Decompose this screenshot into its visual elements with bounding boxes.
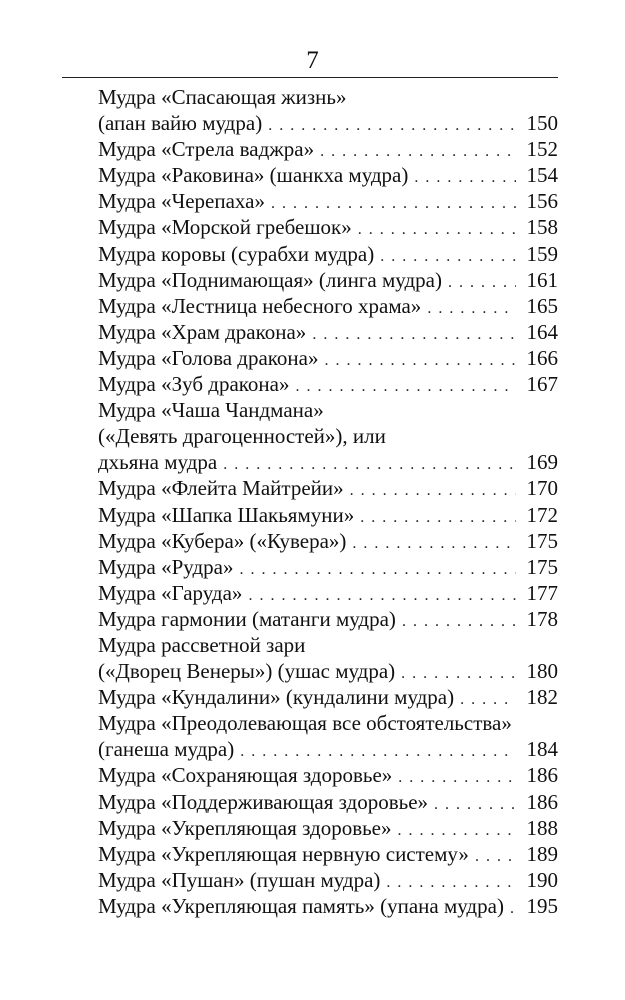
toc-entry-title: Мудра «Храм дракона» bbox=[98, 319, 307, 344]
toc-page-number: 175 bbox=[526, 528, 558, 553]
toc-entry bbox=[98, 162, 558, 188]
toc-entry-line bbox=[98, 710, 558, 736]
toc-entry bbox=[98, 267, 558, 293]
toc-entry bbox=[98, 867, 558, 893]
toc-page-number: 158 bbox=[526, 215, 558, 240]
page-number: 7 bbox=[306, 47, 319, 74]
toc-entry bbox=[98, 241, 558, 267]
toc-entry bbox=[98, 684, 558, 710]
toc-entry bbox=[98, 893, 558, 919]
toc-entry-title: Мудра «Черепаха» bbox=[98, 189, 265, 214]
toc-entry-title: Мудра «Зуб дракона» bbox=[98, 372, 290, 397]
toc-entry-title: Мудра «Флейта Майтрейи» bbox=[98, 476, 344, 501]
toc-entry-line bbox=[98, 528, 558, 554]
toc-entry-line bbox=[98, 841, 558, 867]
toc-entry-title: («Дворец Венеры») (ушас мудра) bbox=[98, 659, 396, 684]
toc-entry bbox=[98, 762, 558, 788]
toc-entry-title: Мудра «Пушан» (пушан мудра) bbox=[98, 867, 381, 892]
toc-entry-line bbox=[98, 423, 558, 449]
toc-page-number: 167 bbox=[526, 372, 558, 397]
toc-entry bbox=[98, 554, 558, 580]
toc-page-number: 184 bbox=[526, 737, 558, 762]
toc-entry-line bbox=[98, 241, 558, 267]
toc-entry-text: Мудра «Спасающая жизнь» bbox=[98, 85, 347, 109]
toc-entry-title: Мудра «Гаруда» bbox=[98, 580, 243, 605]
dot-leader bbox=[510, 896, 516, 922]
toc-entry-line bbox=[98, 789, 558, 815]
toc-entry-line bbox=[98, 658, 558, 684]
toc-entry bbox=[98, 371, 558, 397]
toc-entry bbox=[98, 293, 558, 319]
toc-entry-line bbox=[98, 214, 558, 240]
toc-page-number: 152 bbox=[526, 137, 558, 162]
toc-entry-line bbox=[98, 319, 558, 345]
toc-entry-text: Мудра рассветной зари bbox=[98, 632, 306, 657]
toc-entry-title: Мудра «Морской гребешок» bbox=[98, 215, 352, 240]
toc-page-number: 156 bbox=[526, 189, 558, 214]
toc-page-number: 159 bbox=[526, 241, 558, 266]
toc-entry bbox=[98, 632, 558, 684]
toc-page-number: 186 bbox=[526, 763, 558, 788]
toc-page-number: 150 bbox=[526, 111, 558, 136]
toc-entry-line bbox=[98, 684, 558, 710]
toc-entry bbox=[98, 710, 558, 762]
toc-page-number: 189 bbox=[526, 841, 558, 866]
toc-entry-title: дхьяна мудра bbox=[98, 450, 218, 475]
toc-entry bbox=[98, 136, 558, 162]
toc-page-number: 165 bbox=[526, 293, 558, 318]
dot-leader bbox=[312, 322, 516, 348]
toc-entry-line bbox=[98, 815, 558, 841]
toc-entry-line bbox=[98, 554, 558, 580]
dot-leader bbox=[475, 844, 516, 870]
toc-entry-line bbox=[98, 502, 558, 528]
toc-page-number: 154 bbox=[526, 163, 558, 188]
toc-entry-text: Мудра «Преодолевающая все обстоятельства» bbox=[98, 711, 512, 736]
toc-entry-title: Мудра «Рудра» bbox=[98, 554, 234, 579]
toc-entry bbox=[98, 84, 558, 136]
toc-entry-title: Мудра «Сохраняющая здоровье» bbox=[98, 763, 393, 788]
toc-entry-line bbox=[98, 867, 558, 893]
toc-entry-line bbox=[98, 632, 558, 658]
dot-leader bbox=[350, 478, 516, 504]
toc-entry-title: Мудра «Голова дракона» bbox=[98, 345, 319, 370]
dot-leader bbox=[414, 165, 516, 191]
toc-entry-line bbox=[98, 84, 558, 110]
toc-page-number: 190 bbox=[526, 867, 558, 892]
table-of-contents bbox=[98, 84, 558, 919]
toc-page-number: 195 bbox=[526, 893, 558, 918]
toc-entry-line bbox=[98, 293, 558, 319]
toc-entry-text: Мудра «Чаша Чандмана» bbox=[98, 398, 324, 423]
toc-page-number: 172 bbox=[526, 502, 558, 527]
toc-entry-line bbox=[98, 136, 558, 162]
toc-entry-title: Мудра «Раковина» (шанкха мудра) bbox=[98, 163, 409, 188]
dot-leader bbox=[360, 505, 516, 531]
toc-entry bbox=[98, 319, 558, 345]
toc-entry bbox=[98, 580, 558, 606]
toc-entry-line bbox=[98, 267, 558, 293]
dot-leader bbox=[434, 792, 516, 818]
toc-entry-title: (апан вайю мудра) bbox=[98, 111, 263, 136]
toc-entry bbox=[98, 188, 558, 214]
toc-page-number: 175 bbox=[526, 554, 558, 579]
toc-entry-title: Мудра «Кубера» («Кувера») bbox=[98, 528, 347, 553]
toc-entry-line bbox=[98, 162, 558, 188]
dot-leader bbox=[427, 296, 516, 322]
toc-page-number: 186 bbox=[526, 789, 558, 814]
toc-entry-title: Мудра «Шапка Шакьямуни» bbox=[98, 502, 355, 527]
toc-page-number: 164 bbox=[526, 319, 558, 344]
toc-entry-title: Мудра «Укрепляющая нервную систему» bbox=[98, 841, 469, 866]
toc-entry-text: («Девять драгоценностей»), или bbox=[98, 424, 386, 449]
toc-entry-line bbox=[98, 762, 558, 788]
toc-page-number: 182 bbox=[526, 685, 558, 710]
toc-entry-line bbox=[98, 893, 558, 919]
toc-entry bbox=[98, 789, 558, 815]
toc-entry-line bbox=[98, 606, 558, 632]
toc-entry-line bbox=[98, 736, 558, 762]
toc-entry-title: Мудра коровы (сурабхи мудра) bbox=[98, 241, 375, 266]
toc-page-number: 180 bbox=[526, 659, 558, 684]
toc-entry-title: Мудра «Лестница небесного храма» bbox=[98, 293, 422, 318]
toc-entry-line bbox=[98, 188, 558, 214]
toc-page-number: 188 bbox=[526, 815, 558, 840]
toc-entry-line bbox=[98, 475, 558, 501]
toc-entry bbox=[98, 502, 558, 528]
toc-entry-line bbox=[98, 449, 558, 475]
toc-entry bbox=[98, 214, 558, 240]
toc-entry-title: Мудра «Стрела ваджра» bbox=[98, 137, 315, 162]
toc-page-number: 161 bbox=[526, 267, 558, 292]
toc-page-number: 177 bbox=[526, 580, 558, 605]
header-rule bbox=[62, 77, 558, 78]
dot-leader bbox=[402, 609, 516, 635]
toc-entry bbox=[98, 475, 558, 501]
toc-entry-line bbox=[98, 110, 558, 136]
dot-leader bbox=[352, 531, 516, 557]
toc-entry bbox=[98, 606, 558, 632]
dot-leader bbox=[358, 217, 516, 243]
toc-entry-title: Мудра «Кундалини» (кундалини мудра) bbox=[98, 685, 455, 710]
toc-entry-line bbox=[98, 397, 558, 423]
toc-entry-line bbox=[98, 580, 558, 606]
toc-entry bbox=[98, 345, 558, 371]
toc-entry bbox=[98, 815, 558, 841]
toc-entry-title: Мудра «Укрепляющая память» (упана мудра) bbox=[98, 893, 504, 918]
toc-page-number: 169 bbox=[526, 450, 558, 475]
toc-entry-title: (ганеша мудра) bbox=[98, 737, 235, 762]
toc-page-number: 170 bbox=[526, 476, 558, 501]
toc-entry-line bbox=[98, 345, 558, 371]
toc-entry-line bbox=[98, 371, 558, 397]
toc-entry-title: Мудра «Укрепляющая здоровье» bbox=[98, 815, 392, 840]
dot-leader bbox=[239, 557, 516, 583]
toc-entry bbox=[98, 841, 558, 867]
toc-entry-title: Мудра «Поднимающая» (линга мудра) bbox=[98, 267, 442, 292]
dot-leader bbox=[325, 348, 517, 374]
dot-leader bbox=[448, 270, 516, 296]
toc-entry bbox=[98, 528, 558, 554]
toc-entry-title: Мудра «Поддерживающая здоровье» bbox=[98, 789, 429, 814]
dot-leader bbox=[295, 374, 516, 400]
toc-entry-title: Мудра гармонии (матанги мудра) bbox=[98, 606, 396, 631]
toc-entry bbox=[98, 397, 558, 475]
toc-page-number: 178 bbox=[526, 606, 558, 631]
toc-page-number: 166 bbox=[526, 345, 558, 370]
